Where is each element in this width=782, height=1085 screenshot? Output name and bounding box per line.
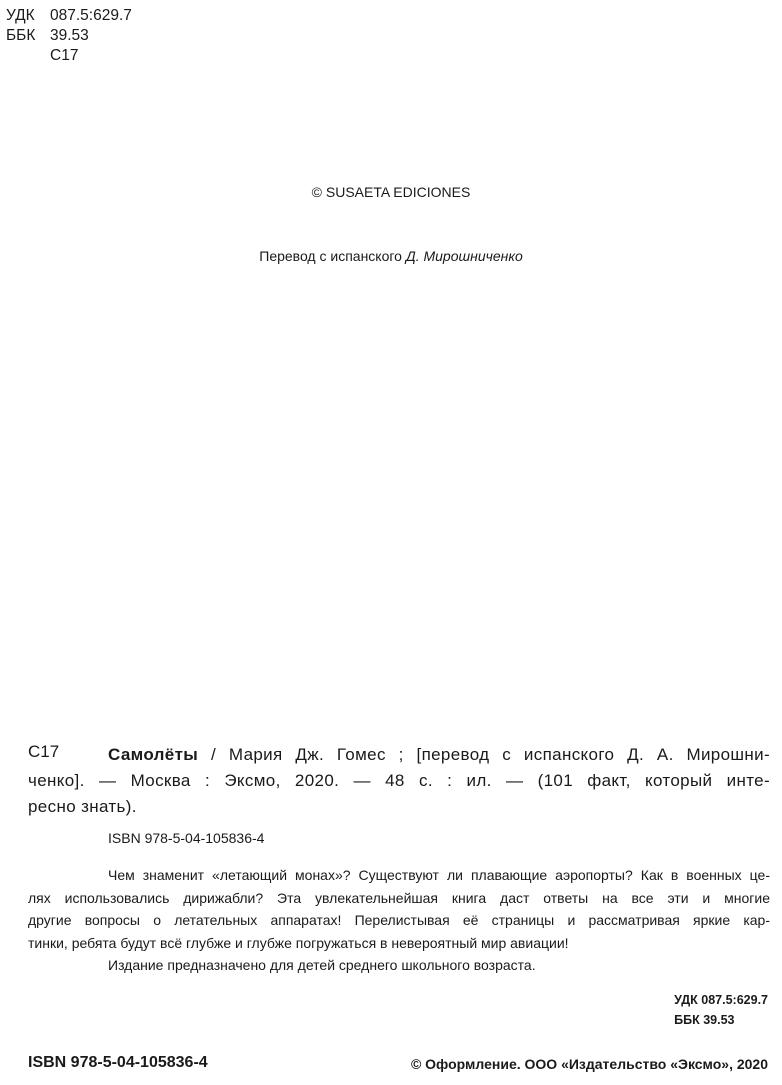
bib-line-3: ресно знать). [28,797,137,816]
footer-isbn: ISBN 978-5-04-105836-4 [28,1054,208,1071]
udk-value: 087.5:629.7 [50,7,132,24]
book-title: Самолёты [108,745,199,764]
udk-label: УДК [6,7,35,24]
translation-credit [0,248,782,264]
bbk-value: 39.53 [50,27,89,44]
copyright-line: © SUSAETA EDICIONES [311,184,471,200]
footer-bbk: ББК 39.53 [674,1013,735,1027]
annotation-line-4: тинки, ребята будут всё глубже и глубже погружаться в невероятный мир авиации! [28,934,569,951]
classification-codes [6,6,132,66]
annotation-line-3: другие вопросы о летательных аппаратах! Перелистывая её страницы и рассматривая яркие кар- [28,912,770,928]
bib-line-1 [108,742,770,768]
footer-codes [674,990,768,1030]
bbk-row [6,26,132,46]
annotation-line-1: Чем знаменит «летающий монах»? Существуют ли плавающие аэропорты? Как в военных це- [108,867,770,883]
bbk-label: ББК [6,27,36,44]
bib-line-2: ченко]. — Москва : Эксмо, 2020. — 48 с. : ил. — (101 факт, который инте- [28,771,770,790]
annotation [28,864,770,977]
author-sign: С17 [50,47,79,64]
translator-name: Д. Мирошниченко [405,248,523,264]
translation-prefix: Перевод с испанского [259,248,402,264]
footer-udk: УДК 087.5:629.7 [674,993,768,1007]
udk-row [6,6,132,26]
catalog-code: С17 [28,742,60,761]
design-copyright: © Оформление. ООО «Издательство «Эксмо», 2020 [410,1056,768,1072]
audience-note: Издание предназначено для детей среднего школьного возраста. [108,957,536,973]
isbn-line: ISBN 978-5-04-105836-4 [108,830,265,846]
bib-line-1-rest: / Мария Дж. Гомес ; [перевод с испанского Д. А. Мирошни- [210,745,771,764]
annotation-line-2: лях использовались дирижабли? Эта увлекательнейшая книга даст ответы на все эти и многие [28,889,770,906]
